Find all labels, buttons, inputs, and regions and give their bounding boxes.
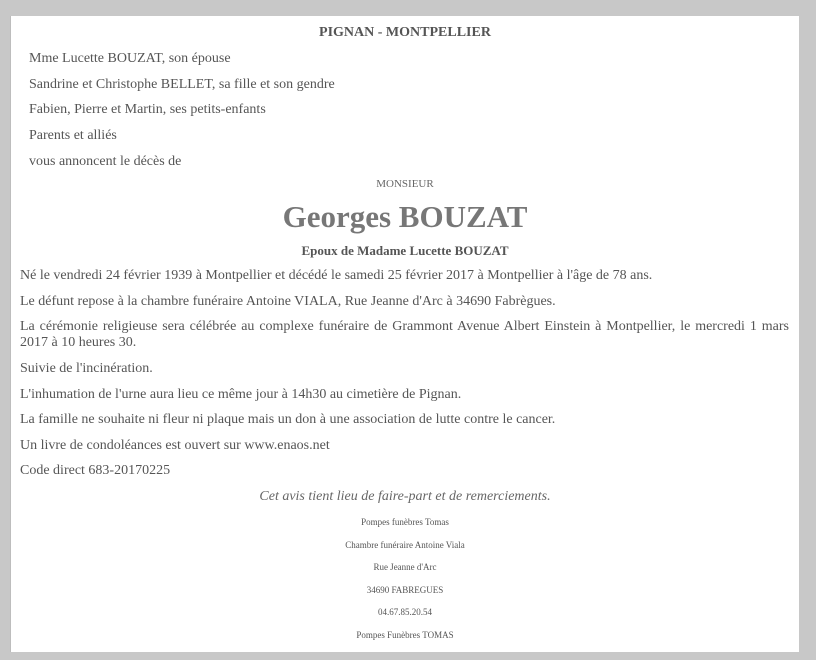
family-line: Parents et alliés [29, 128, 117, 143]
funeral-home-chamber: Chambre funéraire Antoine Viala [345, 540, 465, 550]
viewing-paragraph: Le défunt repose à la chambre funéraire Antoine VIALA, Rue Jeanne d'Arc à 34690 Fabrègues. [20, 294, 556, 309]
birth-death-paragraph: Né le vendredi 24 février 1939 à Montpellier et décédé le samedi 25 février 2017 à Montpellier à l'âge de 78 ans. [20, 268, 653, 283]
ceremony-paragraph: La cérémonie religieuse sera célébrée au complexe funéraire de Grammont Avenue Albert Einstein à Montpellier, le mercredi 1 mars 2017 à 10 heures 30. [20, 319, 789, 350]
deceased-name: Georges BOUZAT [282, 199, 528, 234]
funeral-home-phone: 04.67.85.20.54 [378, 607, 432, 617]
funeral-home-street: Rue Jeanne d'Arc [373, 562, 437, 572]
condolences-paragraph: Un livre de condoléances est ouvert sur www.enaos.net [20, 438, 330, 453]
family-line: Sandrine et Christophe BELLET, sa fille et son gendre [29, 77, 335, 92]
funeral-home-name: Pompes funèbres Tomas [361, 517, 449, 527]
burial-paragraph: L'inhumation de l'urne aura lieu ce même jour à 14h30 au cimetière de Pignan. [20, 387, 462, 402]
donation-paragraph: La famille ne souhaite ni fleur ni plaque mais un don à une association de lutte contre le cancer. [20, 412, 556, 427]
funeral-home-signature: Pompes Funèbres TOMAS [356, 630, 454, 640]
funeral-home-city: 34690 FABREGUES [366, 585, 444, 595]
family-line: Fabien, Pierre et Martin, ses petits-enfants [29, 102, 266, 117]
spouse-line: Epoux de Madame Lucette BOUZAT [301, 243, 509, 258]
obituary-notice [10, 16, 799, 652]
location-heading: PIGNAN - MONTPELLIER [319, 25, 491, 40]
honorific: MONSIEUR [376, 178, 434, 190]
direct-code-paragraph: Code direct 683-20170225 [20, 463, 171, 478]
announcement-line: vous annoncent le décès de [29, 154, 182, 169]
family-line: Mme Lucette BOUZAT, son épouse [29, 51, 231, 66]
closing-note: Cet avis tient lieu de faire-part et de remerciements. [259, 489, 551, 504]
cremation-paragraph: Suivie de l'incinération. [20, 361, 153, 376]
